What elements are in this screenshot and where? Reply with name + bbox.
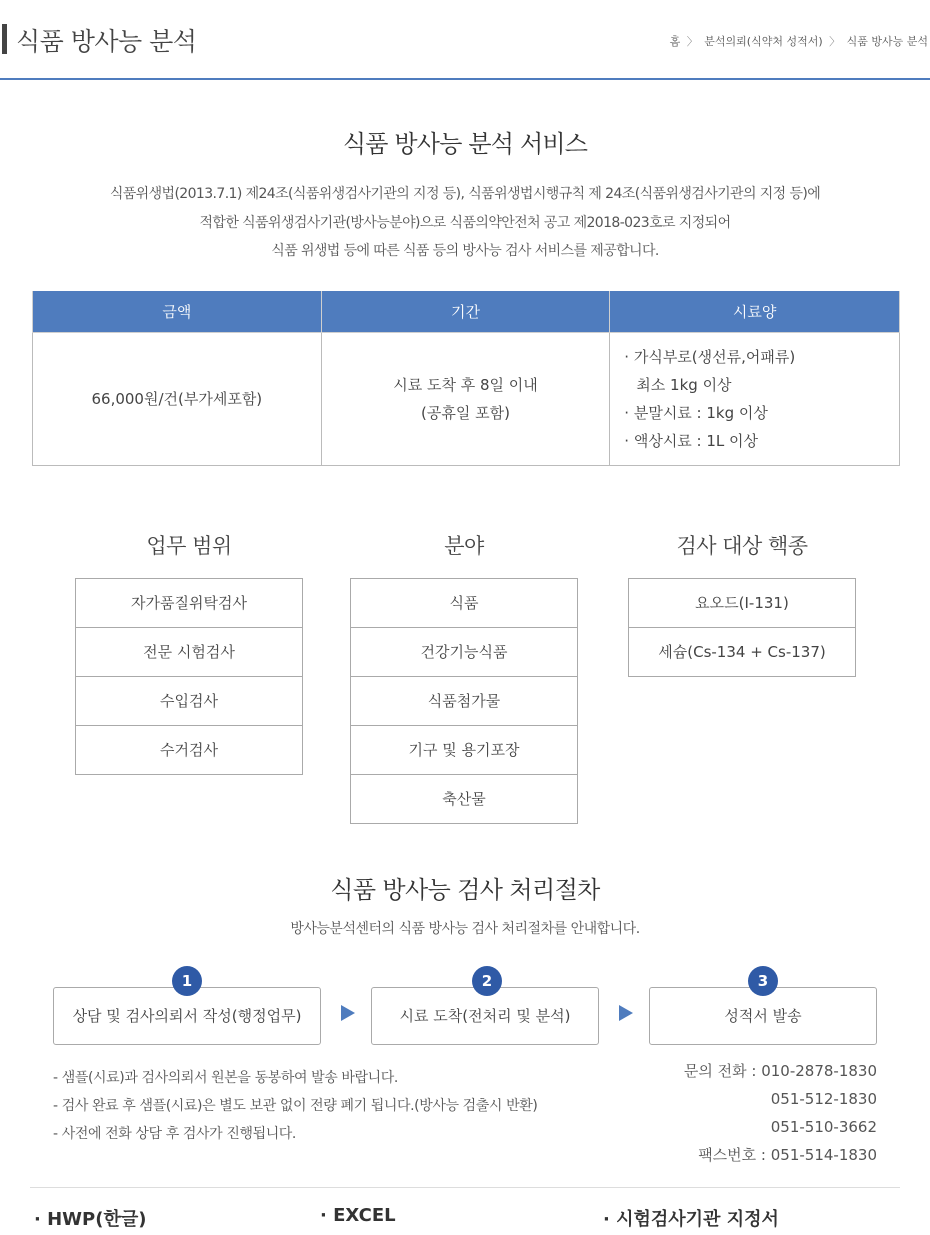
contact-phone: 문의 전화 : 010-2878-1830 xyxy=(683,1062,877,1080)
period-cell xyxy=(321,332,610,465)
price-cell xyxy=(33,332,322,465)
breadcrumb xyxy=(670,33,928,49)
intro-line: 식품 위생법 등에 따른 식품 등의 방사능 검사 서비스를 제공합니다. xyxy=(271,243,659,259)
field-item: 축산물 xyxy=(350,774,578,824)
field-title: 분야 xyxy=(444,534,484,558)
arrow-right-icon xyxy=(619,1005,633,1021)
nuclide-item: 세슘(Cs-134 + Cs-137) xyxy=(628,627,856,677)
step-number-badge: 3 xyxy=(748,966,778,996)
field-item: 기구 및 용기포장 xyxy=(350,725,578,775)
contact-phone: 051-512-1830 xyxy=(770,1090,877,1108)
header-period: 기간 xyxy=(321,291,610,332)
scope-title: 업무 범위 xyxy=(146,534,232,558)
page-header xyxy=(0,0,930,80)
field-list xyxy=(350,578,578,824)
service-info-table xyxy=(32,291,900,466)
field-item: 건강기능식품 xyxy=(350,627,578,677)
step-sample-arrival: 시료 도착(전처리 및 분석) xyxy=(371,987,599,1045)
intro-line: 적합한 식품위생검사기관(방사능분야)으로 식품의약안전처 공고 제2018-023호로 지정되어 xyxy=(199,214,731,231)
sample-cell xyxy=(610,332,900,465)
breadcrumb-separator: 〉 xyxy=(686,35,698,48)
contact-info xyxy=(684,1057,877,1169)
breadcrumb-analysis-request[interactable]: 분석의뢰(식약처 성적서) xyxy=(704,35,823,48)
scope-list xyxy=(75,578,303,775)
step-report-delivery: 성적서 발송 xyxy=(649,987,877,1045)
procedure-subtitle: 방사능분석센터의 식품 방사능 검사 처리절차를 안내합니다. xyxy=(290,921,640,937)
breadcrumb-home[interactable]: 홈 xyxy=(669,35,681,48)
header-price: 금액 xyxy=(33,291,322,332)
note-line: - 검사 완료 후 샘플(시료)은 별도 보관 없이 전량 폐기 됩니다.(방사능 검출시 반환) xyxy=(53,1098,538,1114)
sample-line: · 가식부로(생선류,어패류) xyxy=(624,347,796,366)
price-value: 66,000원/건(부가세포함) xyxy=(91,389,263,408)
procedure-title: 식품 방사능 검사 처리절차 xyxy=(330,876,600,904)
intro-line: 식품위생법(2013.7.1) 제24조(식품위생검사기관의 지정 등), 식품위생법시행규칙 제 24조(식품위생검사기관의 지정 등)에 xyxy=(109,186,821,202)
scope-item: 전문 시험검사 xyxy=(75,627,303,677)
nuclide-list xyxy=(628,578,856,677)
breadcrumb-current[interactable]: 식품 방사능 분석 xyxy=(846,35,928,48)
sample-line: · 분말시료 : 1kg 이상 xyxy=(624,403,768,422)
field-item: 식품첨가물 xyxy=(350,676,578,726)
scope-item: 수입검사 xyxy=(75,676,303,726)
contact-fax: 팩스번호 : 051-514-1830 xyxy=(698,1146,877,1164)
breadcrumb-separator: 〉 xyxy=(829,35,841,48)
title-bar-accent xyxy=(2,24,7,54)
service-intro xyxy=(0,180,930,266)
step-number-badge: 2 xyxy=(472,966,502,996)
download-hwp-link[interactable]: · HWP(한글) xyxy=(34,1209,147,1230)
step-consultation: 상담 및 검사의뢰서 작성(행정업무) xyxy=(53,987,321,1045)
page-title: 식품 방사능 분석 xyxy=(16,27,197,56)
section-divider xyxy=(30,1187,900,1188)
scope-item: 수거검사 xyxy=(75,725,303,775)
nuclide-item: 요오드(I-131) xyxy=(628,578,856,628)
nuclide-title: 검사 대상 핵종 xyxy=(676,534,808,558)
arrow-right-icon xyxy=(341,1005,355,1021)
step-number-badge: 1 xyxy=(172,966,202,996)
period-line: (공휴일 포함) xyxy=(421,403,510,422)
sample-line: · 액상시료 : 1L 이상 xyxy=(624,431,759,450)
download-certificate-link[interactable]: · 시험검사기관 지정서 xyxy=(603,1209,779,1230)
procedure-notes xyxy=(53,1064,537,1148)
contact-phone: 051-510-3662 xyxy=(770,1118,877,1136)
sample-line: 최소 1kg 이상 xyxy=(636,375,732,394)
scope-item: 자가품질위탁검사 xyxy=(75,578,303,628)
download-excel-link[interactable]: · EXCEL xyxy=(320,1205,396,1226)
header-sample: 시료양 xyxy=(610,291,900,332)
field-item: 식품 xyxy=(350,578,578,628)
period-line: 시료 도착 후 8일 이내 xyxy=(393,375,538,394)
note-line: - 사전에 전화 상담 후 검사가 진행됩니다. xyxy=(53,1126,296,1142)
service-title: 식품 방사능 분석 서비스 xyxy=(342,130,588,158)
note-line: - 샘플(시료)과 검사의뢰서 원본을 동봉하여 발송 바랍니다. xyxy=(53,1070,398,1086)
